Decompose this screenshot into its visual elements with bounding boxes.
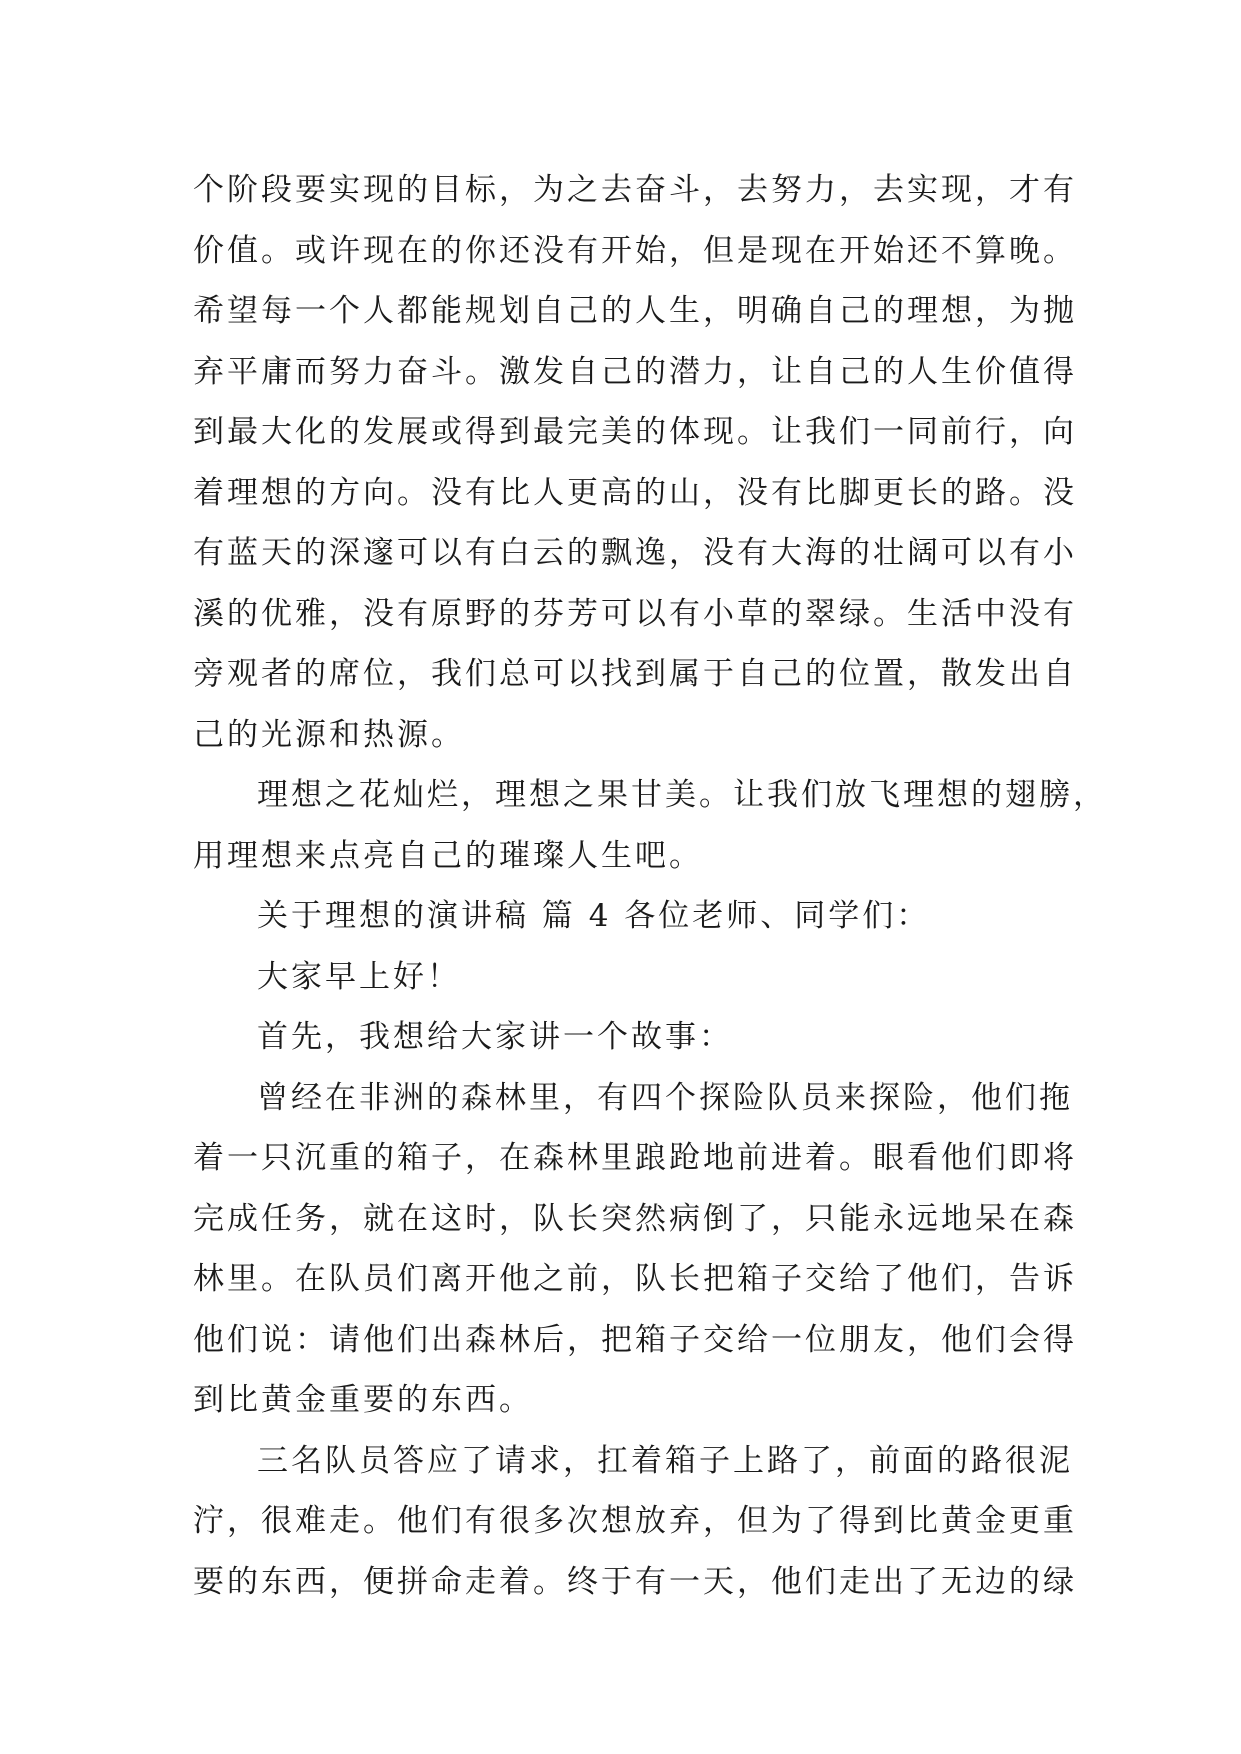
paragraph-start-line: 首先，我想给大家讲一个故事：: [257, 1019, 733, 1055]
text-line: 希望每一个人都能规划自己的人生，明确自己的理想，为抛: [193, 293, 1077, 329]
text-line: 有蓝天的深邃可以有白云的飘逸，没有大海的壮阔可以有小: [193, 535, 1077, 571]
text-line: 到最大化的发展或得到最完美的体现。让我们一同前行，向: [193, 414, 1077, 450]
text-line: 价值。或许现在的你还没有开始，但是现在开始还不算晚。: [193, 232, 1077, 269]
text-line: 旁观者的席位，我们总可以找到属于自己的位置，散发出自: [193, 656, 1077, 692]
paragraph-start-line: 理想之花灿烂，理想之果甘美。让我们放飞理想的翅膀，: [257, 777, 1107, 813]
text-line: 他们说：请他们出森林后，把箱子交给一位朋友，他们会得: [193, 1321, 1077, 1358]
paragraph-start-line: 三名队员答应了请求，扛着箱子上路了，前面的路很泥: [257, 1442, 1073, 1479]
text-line: 完成任务，就在这时，队长突然病倒了，只能永远地呆在森: [193, 1200, 1077, 1237]
greeting-line: 大家早上好！: [257, 958, 461, 995]
text-line: 用理想来点亮自己的璀璨人生吧。: [193, 837, 703, 874]
text-line: 弃平庸而努力奋斗。激发自己的潜力，让自己的人生价值得: [193, 353, 1077, 390]
paragraph-start-line: 曾经在非洲的森林里，有四个探险队员来探险，他们拖: [257, 1079, 1073, 1116]
text-line: 己的光源和热源。: [193, 716, 465, 753]
text-line: 着理想的方向。没有比人更高的山，没有比脚更长的路。没: [193, 474, 1077, 511]
text-line: 着一只沉重的箱子，在森林里踉跄地前进着。眼看他们即将: [193, 1140, 1077, 1176]
speech-heading-line: 关于理想的演讲稿 篇 4 各位老师、同学们：: [257, 898, 931, 934]
text-line: 个阶段要实现的目标，为之去奋斗，去努力，去实现，才有: [193, 172, 1077, 208]
document-body: [193, 160, 1107, 1612]
text-line: 要的东西，便拼命走着。终于有一天，他们走出了无边的绿: [193, 1563, 1077, 1600]
text-line: 林里。在队员们离开他之前，队长把箱子交给了他们，告诉: [193, 1261, 1077, 1297]
text-line: 溪的优雅，没有原野的芬芳可以有小草的翠绿。生活中没有: [193, 595, 1077, 632]
text-line: 泞，很难走。他们有很多次想放弃，但为了得到比黄金更重: [193, 1503, 1077, 1539]
text-line: 到比黄金重要的东西。: [193, 1382, 533, 1418]
